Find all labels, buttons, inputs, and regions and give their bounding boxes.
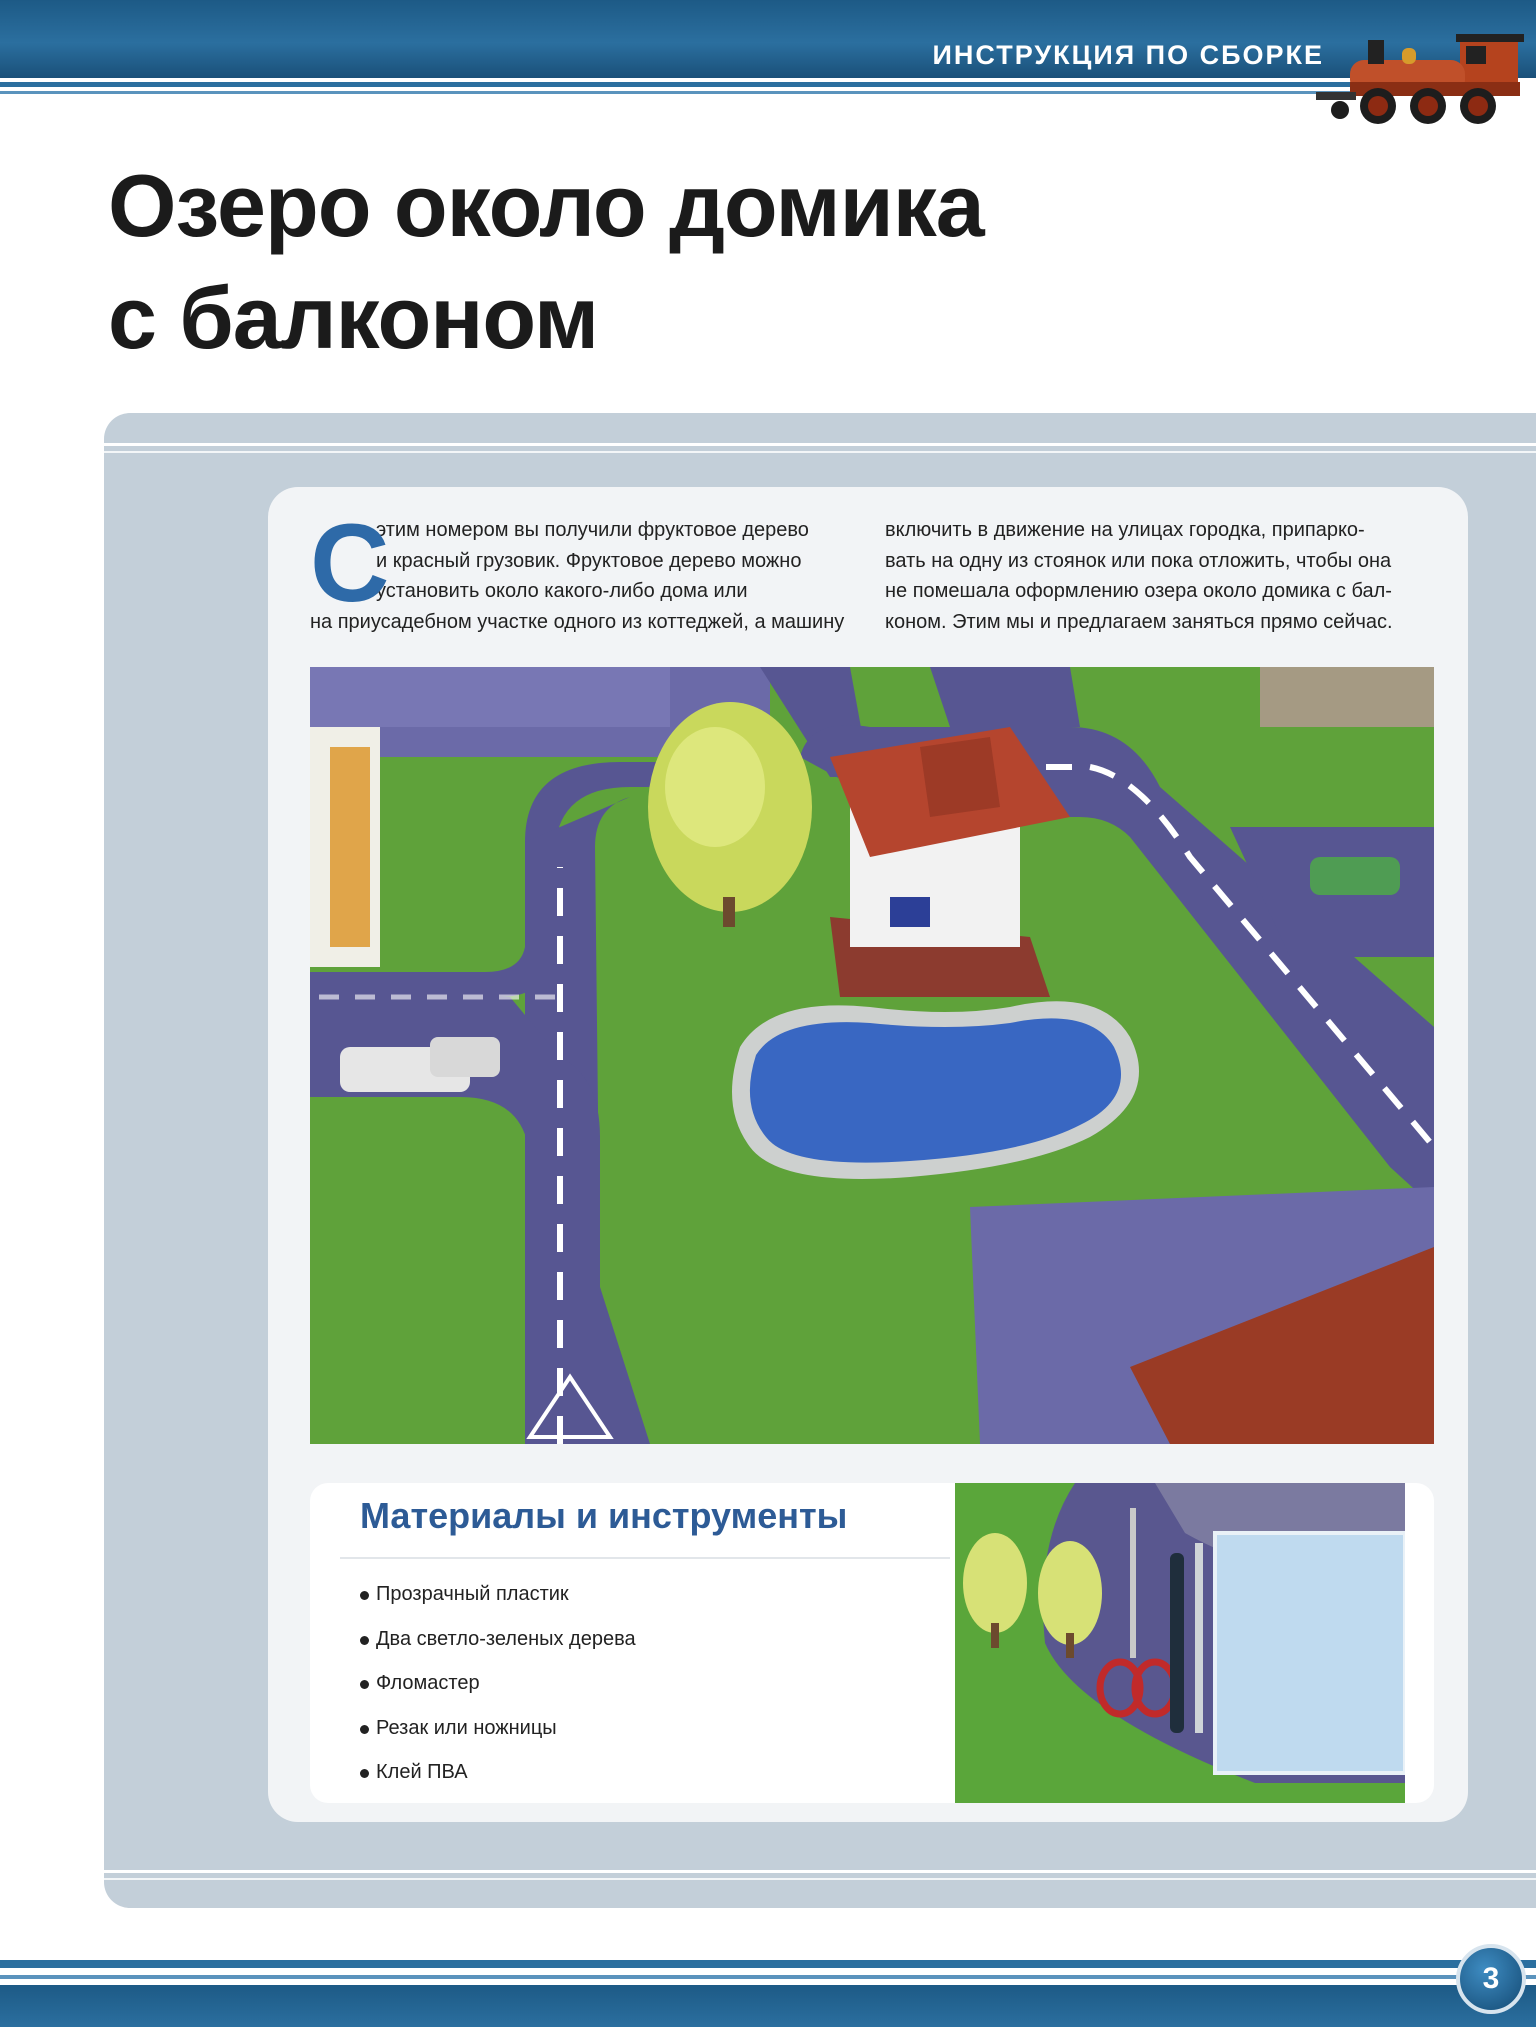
title-line-1: Озеро около домика (108, 156, 984, 255)
footer-base (0, 1985, 1536, 2027)
section-title: ИНСТРУКЦИЯ ПО СБОРКЕ (932, 40, 1324, 70)
panel-rule (104, 443, 1536, 446)
intro-line: и красный грузовик. Фруктовое дерево можно (376, 549, 802, 572)
materials-title: Материалы и инструменты (360, 1495, 848, 1536)
intro-line: установить около какого-либо дома или (376, 580, 748, 602)
intro-line: этим номером вы получили фруктовое дерево (376, 519, 809, 541)
intro-line: не помешала оформлению озера около домика с бал- (885, 580, 1392, 602)
materials-list-item: Два светло-зеленых дерева (358, 1617, 636, 1662)
intro-line: вать на одну из стоянок или пока отложить, чтобы она (885, 549, 1392, 572)
title-line-2: с балконом (108, 268, 599, 367)
materials-photo (955, 1483, 1405, 1803)
panel-bottom-rule-thin (104, 1878, 1536, 1880)
model-town-photo (310, 667, 1434, 1444)
page-number: 3 (1456, 1944, 1526, 2014)
panel-bottom-rule (104, 1870, 1536, 1873)
intro-column-1 (310, 502, 862, 637)
panel-rule-thin (104, 451, 1536, 453)
intro-line: включить в движение на улицах городка, припарко- (885, 519, 1365, 541)
materials-list (358, 1572, 636, 1795)
materials-list-item: Прозрачный пластик (358, 1572, 636, 1617)
intro-line: коном. Этим мы и предлагаем заняться прямо сейчас. (885, 610, 1393, 633)
drop-cap: С (310, 502, 390, 625)
page-title (108, 150, 984, 374)
materials-list-item: Фломастер (358, 1661, 636, 1706)
header-stripe (0, 82, 1400, 87)
locomotive-illustration (1310, 22, 1536, 132)
materials-rule (340, 1557, 950, 1559)
intro-column-2 (885, 515, 1425, 637)
footer-stripe (0, 1975, 1536, 1979)
materials-list-item: Клей ПВА (358, 1750, 636, 1795)
materials-list-item: Резак или ножницы (358, 1706, 636, 1751)
footer-band (0, 1960, 1536, 1968)
intro-line: на приусадебном участке одного из коттеджей, а машину (310, 610, 845, 633)
header-stripe-thin (0, 91, 1400, 94)
